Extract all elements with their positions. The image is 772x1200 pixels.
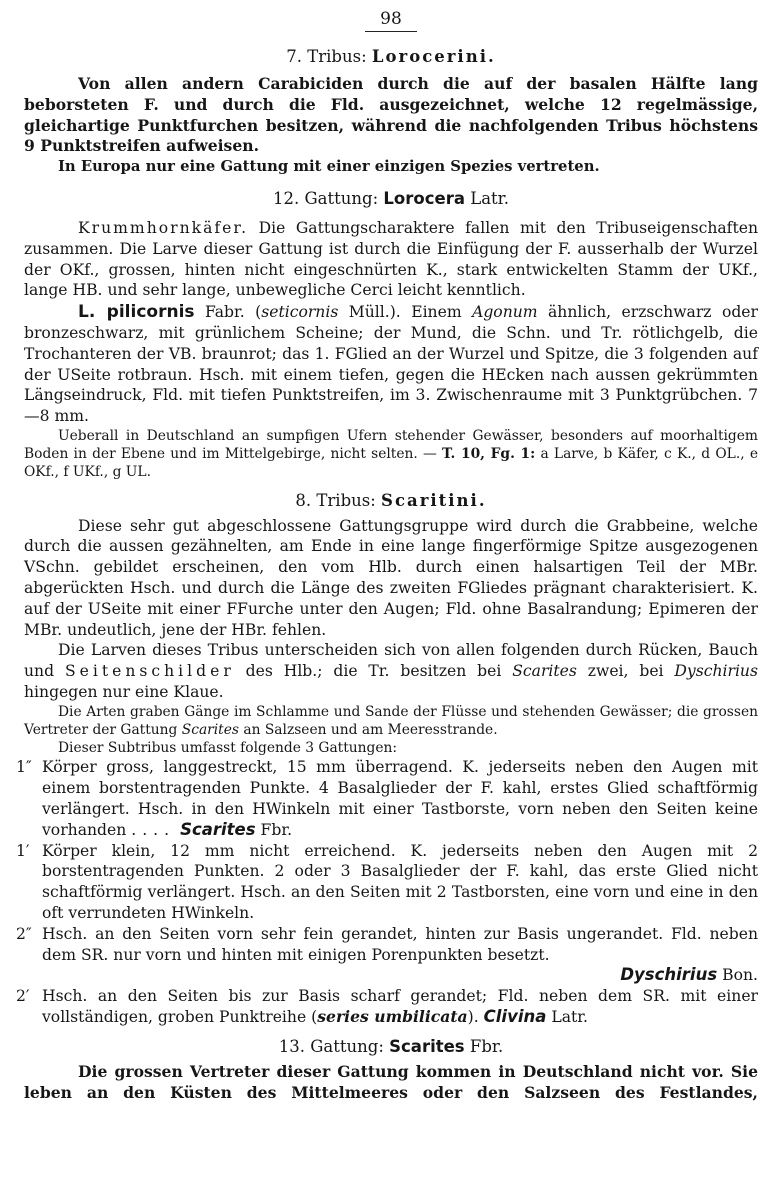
tribe-8-larvae-b: des Hlb.; die Tr. besitzen bei — [245, 662, 502, 681]
species-description — [24, 302, 758, 427]
key-entry-2a-genus: Dyschirius — [620, 965, 718, 985]
key-entry-2a-text: Hsch. an den Seiten vorn sehr fein gerandet, hinten zur Basis ungerandet. Fld. neben dem SR. nur vorn und hinten mit einigen Porenpunkten besetzt. — [42, 924, 758, 964]
genus-13-description: Die grossen Vertreter dieser Gattung kommen in Deutschland nicht vor. Sie leben an den Küsten des Mittelmeeres oder den Salzseen des Festlandes, — [24, 1061, 758, 1102]
genus-12-author: Latr. — [470, 188, 509, 208]
species-habitat — [24, 427, 758, 482]
tribe-7-name: Lorocerini. — [371, 47, 496, 66]
tribe-8-genera-intro: Dieser Subtribus umfasst folgende 3 Gattungen: — [58, 740, 398, 757]
tribe-8-larvae — [24, 640, 758, 702]
key-entry-2a-number: 2″ — [16, 924, 32, 943]
key-entry-1b-number: 1′ — [16, 841, 30, 860]
key-entry-2a — [16, 924, 758, 986]
species-name: L. pilicornis — [78, 302, 195, 323]
genus-12-common-name: Krummhornkäfer. — [78, 218, 249, 237]
tribe-8-larvae-spaced: Seitenschilder — [64, 662, 235, 681]
tribe-8-description: Diese sehr gut abgeschlossene Gattungsgruppe wird durch die Grabbeine, welche durch die aussen gezähnelten, am Ende in eine lange fingerförmige Spitze ausgezogenen VSchn. gebildet erscheinen, den vom Hlb. durch einen halsartigen Teil der MBr. abgerückten Hsch. und durch die Länge des zweiten FGliedes prägnant charakterisiert. K. auf der USeite mit einer FFurche unter den Augen; Fld. ohne Basalrandung; Epimeren der MBr. undeutlich, jene der HBr. fehlen. — [24, 516, 758, 639]
species-syn-author: Müll.). — [348, 303, 401, 322]
key-entry-2b-genus: Clivina — [483, 1006, 547, 1026]
tribe-7-description: Von allen andern Carabiciden durch die auf der basalen Hälfte lang beborsteten F. und durch die Fld. ausgezeichnet, welche 12 regelmässige, gleichartige Punktfurchen besitzen, während die nachfolgenden Tribus höchstens 9 Punktstreifen aufweisen. — [24, 74, 758, 156]
page-number-rule — [365, 31, 417, 32]
tribe-8-name: Scaritini. — [381, 490, 487, 510]
tribe-8-number: 8. Tribus: — [295, 490, 376, 510]
genus-12-prefix: 12. Gattung: — [273, 188, 379, 208]
tribe-7-note: In Europa nur eine Gattung mit einer einzigen Spezies vertreten. — [58, 158, 600, 176]
tribe-8-larvae-dyschirius: Dyschirius — [674, 662, 758, 681]
key-entry-2b-author: Latr. — [551, 1007, 588, 1026]
tribe-8-heading — [24, 490, 758, 512]
key-entry-2b-text: Hsch. an den Seiten bis zur Basis scharf gerandet; Fld. neben dem SR. mit einer vollständigen, groben Punktreihe — [42, 987, 758, 1026]
tribe-8-habitat-scarites: Scarites — [181, 721, 239, 738]
genus-12-heading — [24, 188, 758, 210]
tribe-8-larvae-d: hingegen nur eine Klaue. — [24, 682, 224, 701]
key-entry-2b-paren-close: ). — [467, 1007, 479, 1026]
key-entry-1a-author: Fbr. — [260, 820, 293, 839]
key-entry-2a-result — [42, 965, 758, 986]
species-synonym: seticornis — [261, 303, 339, 322]
genus-13-author: Fbr. — [469, 1036, 504, 1056]
species-agonum: Agonum — [472, 303, 538, 322]
key-entry-1a-text: Körper gross, langgestreckt, 15 mm überragend. K. jederseits neben den Augen mit einem borstentragenden Punkte. 4 Basalglieder der F. kahl, erstes Glied schaftförmig verlängert. Hsch. in den HWinkeln mit einer Tastborste, vorn neben den Seiten keine vorhanden — [42, 758, 758, 839]
key-entry-1a — [16, 757, 758, 840]
key-entry-2a-author: Bon. — [722, 966, 758, 985]
species-habitat-a: Ueberall in Deutschland an sumpfigen Ufern stehender Gewässer, besonders auf moorhaltigem Boden in der Ebene und im Mittelgebirge, nicht selten. — — [24, 427, 758, 463]
key-entry-2b — [16, 986, 758, 1028]
tribe-8-larvae-a: Die Larven dieses Tribus unterscheiden sich von allen folgenden durch Rücken, Bauch und — [24, 641, 758, 681]
tribe-8-habitat — [24, 703, 758, 739]
genus-13-prefix: 13. Gattung: — [278, 1036, 384, 1056]
tribe-7-heading — [24, 46, 758, 68]
genus-12-text: Die Gattungscharaktere fallen mit den Tribuseigenschaften zusammen. Die Larve dieser Gattung ist durch die Einfügung der F. ausserhalb der Wurzel der OKf., grossen, hinten nicht eingeschnürten K., stark entwickelten Stamm der UKf., lange HB. und sehr lange, unbewegliche Cerci leicht kenntlich. — [24, 218, 758, 300]
species-habitat-figure: T. 10, Fg. 1: — [442, 446, 536, 463]
genus-13-name: Scarites — [389, 1036, 465, 1056]
tribe-8-habitat-b: an Salzseen und am Meeresstrande. — [243, 721, 498, 738]
key-entry-2b-series: series umbilicata — [317, 1006, 468, 1026]
species-text-b: ähnlich, erzschwarz oder bronzeschwarz, mit grünlichem Scheine; der Mund, die Schn. und Tr. rötlichgelb, die Trochanteren der VB. braunrot; das 1. FGlied an der Wurzel und Spitze, die 3 folgenden auf der USeite rotbraun. Hsch. mit einem tiefen, gegen die HEcken nach aussen gekrümmten Längseindruck, Fld. mit tiefen Punktstreifen, im 3. Zwischenraume mit 3 Punktgrübchen. 7—8 mm. — [24, 303, 758, 426]
key-entry-2b-number: 2′ — [16, 987, 30, 1006]
genus-12-name: Lorocera — [383, 188, 465, 208]
key-entry-1b — [16, 841, 758, 924]
key-entry-1a-dots: .... — [131, 820, 176, 839]
tribe-8-habitat-a: Die Arten graben Gänge im Schlamme und Sande der Flüsse und stehenden Gewässer; die grossen Vertreter der Gattung — [24, 703, 758, 738]
species-habitat-b: a Larve, b Käfer, c K., d OL., e OKf., f UKf., g UL. — [24, 446, 758, 481]
species-author: Fabr. — [204, 303, 245, 322]
tribe-7-number: 7. Tribus: — [286, 47, 367, 66]
key-entry-2b-paren-open: ( — [311, 1007, 318, 1026]
species-syn-open: ( — [255, 303, 262, 322]
tribe-8-larvae-c: zwei, bei — [587, 662, 664, 681]
page-number: 98 — [380, 9, 402, 29]
key-entry-1b-text: Körper klein, 12 mm nicht erreichend. K. jederseits neben den Augen mit 2 borstentragenden Punkten. 2 oder 3 Basalglieder der F. kahl, das erste Glied nicht schaftförmig verlängert. Hsch. an den Seiten mit 2 Tastborsten, eine vorn und eine in den oft verrundeten HWinkeln. — [42, 841, 758, 922]
genus-12-description — [24, 218, 758, 301]
tribe-8-larvae-scarites: Scarites — [512, 662, 577, 681]
key-entry-1a-number: 1″ — [16, 758, 32, 777]
genus-13-heading — [24, 1036, 758, 1058]
key-entry-1a-genus: Scarites — [180, 819, 256, 839]
species-text-a: Einem — [411, 303, 462, 322]
